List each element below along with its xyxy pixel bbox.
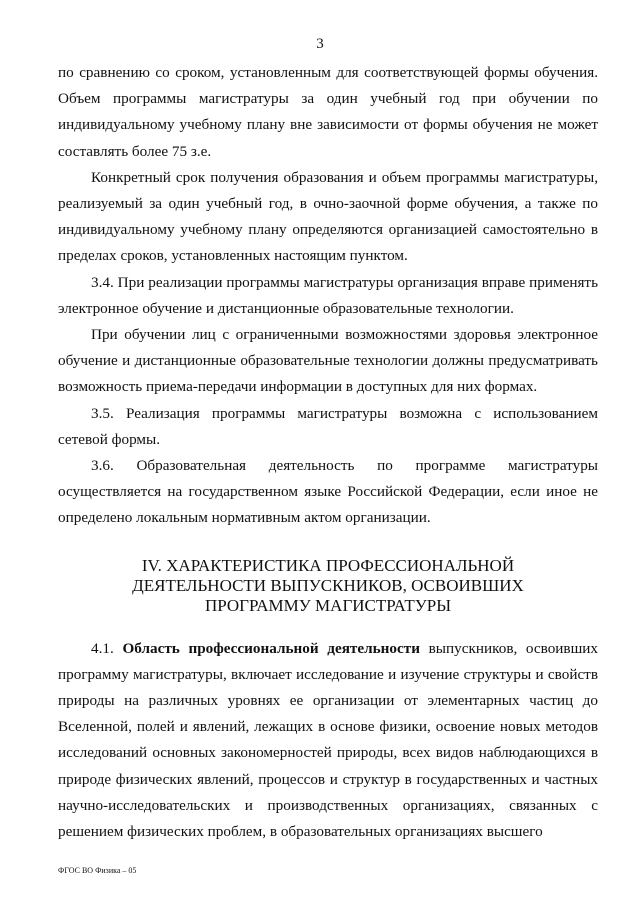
document-body [58, 60, 598, 845]
item-number: 4.1. [91, 639, 114, 657]
section-heading: IV. ХАРАКТЕРИСТИКА ПРОФЕССИОНАЛЬНОЙ ДЕЯТЕЛЬНОСТИ ВЫПУСКНИКОВ, ОСВОИВШИХ ПРОГРАММУ МАГИСТРАТУРЫ [132, 555, 524, 615]
item-term: Область профессиональной деятельности [122, 639, 420, 657]
paragraph-3-6: 3.6. Образовательная деятельность по программе магистратуры осуществляется на государственном языке Российской Федерации, если иное не определено локальным нормативным актом организации. [58, 457, 598, 527]
footer-label: ФГОС ВО Физика – 05 [58, 866, 137, 875]
paragraph: При обучении лиц с ограниченными возможностями здоровья электронное обучение и дистанционные образовательные технологии должны предусматривать возможность приема-передачи информации в доступных для них формах. [58, 326, 598, 396]
paragraph: Конкретный срок получения образования и объем программы магистратуры, реализуемый за один учебный год, в очно-заочной форме обучения, а также по индивидуальному учебному плану определяются организацией самостоятельно в пределах сроков, установленных настоящим пунктом. [58, 168, 598, 265]
paragraph-3-4: 3.4. При реализации программы магистратуры организация вправе применять электронное обучение и дистанционные образовательные технологии. [58, 273, 598, 317]
paragraph-continuation: по сравнению со сроком, установленным для соответствующей формы обучения. Объем программы магистратуры за один учебный год при обучении по индивидуальному учебному плану вне зависимости от формы обучения не может составлять более 75 з.е. [58, 64, 598, 160]
page-number: 3 [316, 36, 324, 52]
item-text: выпускников, освоивших программу магистратуры, включает исследование и изучение структуры и свойств природы на различных уровнях ее организации от элементарных частиц до Вселенной, полей и явлений, лежащих в основе физики, освоение новых методов исследований основных закономерностей природы, всех видов наблюдающихся в природе физических явлений, процессов и структур в государственных и частных научно-исследовательских и производственных организациях, связанных с решением физических проблем, в образовательных организациях высшего [58, 639, 599, 841]
paragraph-3-5: 3.5. Реализация программы магистратуры возможна с использованием сетевой формы. [58, 404, 598, 448]
paragraph-4-1 [58, 636, 598, 846]
